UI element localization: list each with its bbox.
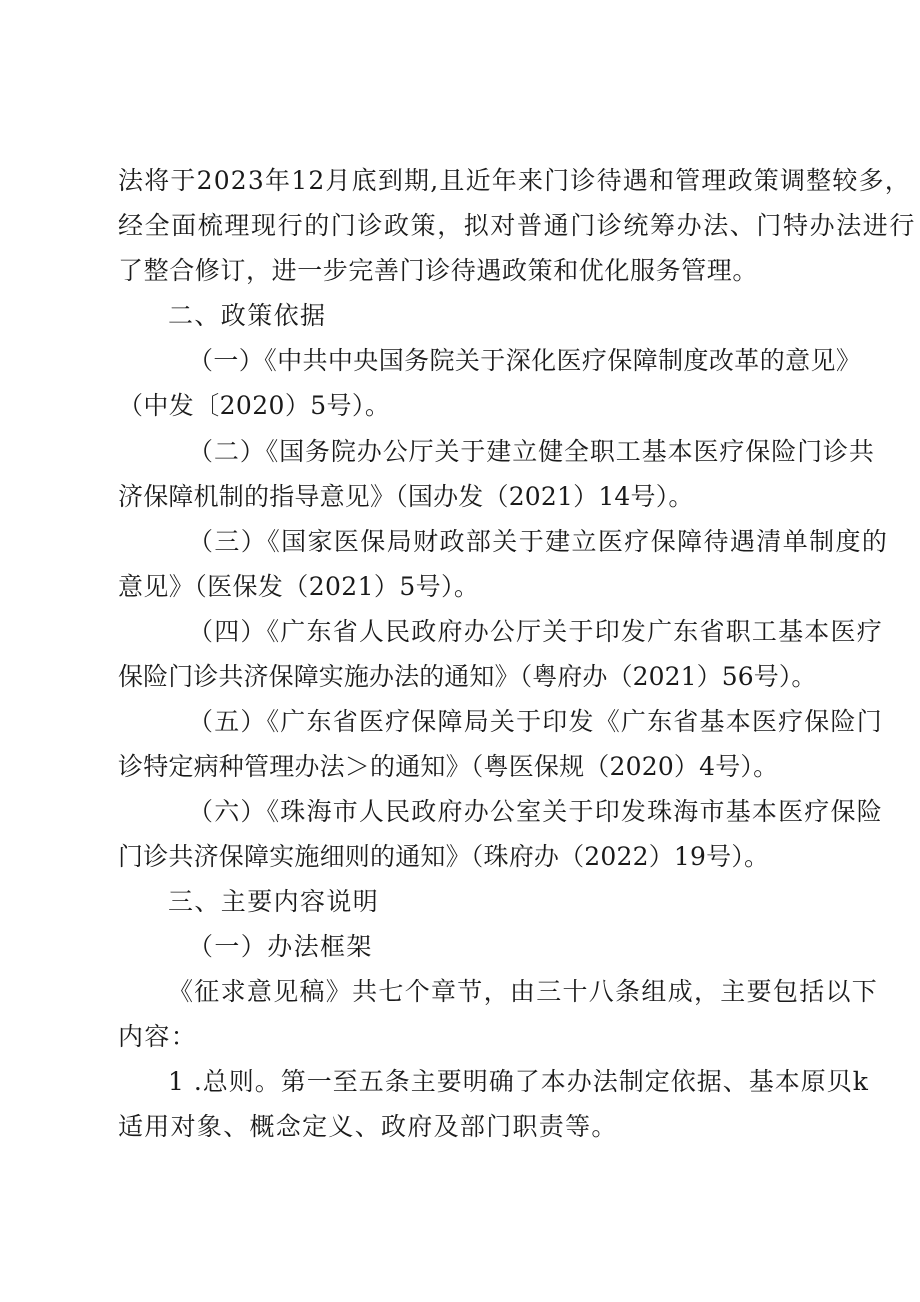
paragraph-line: 了整合修订，进一步完善门诊待遇政策和优化服务管理。 [118, 256, 759, 285]
list-item: （四）《广东省人民政府办公厅关于印发广东省职工基本医疗 [188, 617, 883, 646]
paragraph-line: 经全面梳理现行的门诊政策，拟对普通门诊统筹办法、门特办法进行 [118, 211, 917, 240]
paragraph-line: 1 .总则。第一至五条主要明确了本办法制定依据、基本原贝k [168, 1067, 869, 1096]
list-item: （二）《国务院办公厅关于建立健全职工基本医疗保险门诊共 [188, 437, 875, 466]
paragraph-line: 《征求意见稿》共七个章节，由三十八条组成，主要包括以下 [168, 977, 879, 1006]
list-item: （一）《中共中央国务院关于深化医疗保障制度改革的意见》 [188, 346, 862, 375]
list-item-continuation: 诊特定病种管理办法＞的通知》（粤医保规（2020）4号）。 [118, 752, 779, 781]
list-item-continuation: 门诊共济保障实施细则的通知》（珠府办（2022）19号）。 [118, 842, 770, 871]
section-heading-policy-basis: 二、政策依据 [168, 301, 327, 330]
section-heading-main-content: 三、主要内容说明 [168, 887, 380, 916]
list-item-continuation: 保险门诊共济保障实施办法的通知》（粤府办（2021）56号）。 [118, 662, 817, 691]
list-item: （五）《广东省医疗保障局关于印发《广东省基本医疗保险门 [188, 707, 883, 736]
list-item-continuation: （中发〔2020）5号）。 [118, 391, 391, 420]
paragraph-line: 法将于2023年12月底到期,且近年来门诊待遇和管理政策调整较多， [118, 166, 911, 195]
list-item-continuation: 意见》（医保发（2021）5号）。 [118, 572, 480, 601]
list-item: （六）《珠海市人民政府办公室关于印发珠海市基本医疗保险 [188, 797, 883, 826]
subsection-heading-framework: （一）办法框架 [188, 932, 373, 961]
paragraph-line: 内容： [118, 1022, 198, 1051]
list-item-continuation: 济保障机制的指导意见》（国办发（2021）14号）。 [118, 482, 694, 511]
list-item: （三）《国家医保局财政部关于建立医疗保障待遇清单制度的 [188, 527, 889, 556]
paragraph-line: 适用对象、概念定义、政府及部门职责等。 [118, 1112, 618, 1141]
